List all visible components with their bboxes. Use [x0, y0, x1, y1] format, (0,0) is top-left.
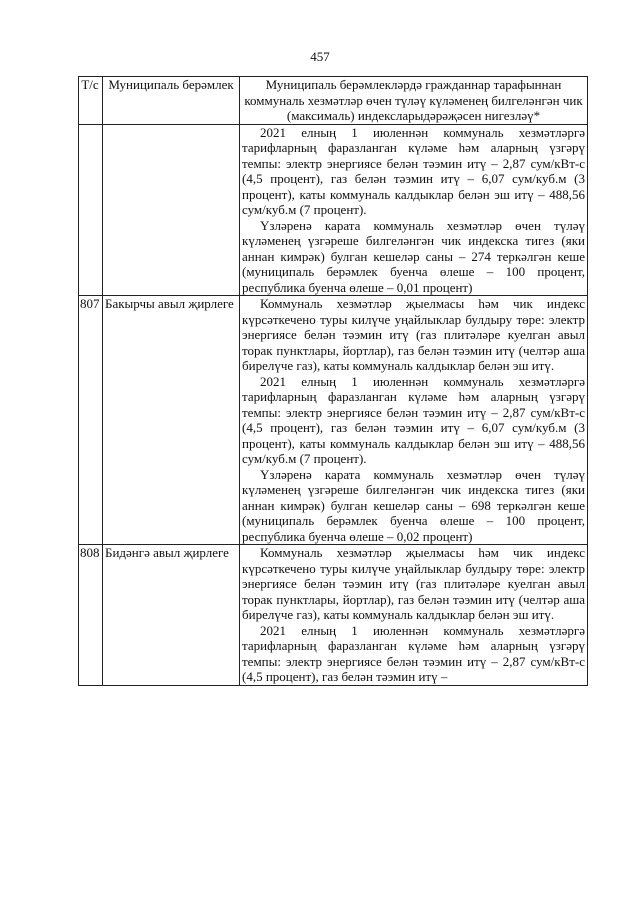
row-description: [240, 545, 588, 686]
row-number: [79, 124, 103, 296]
description-paragraph: Коммуналь хезмәтләр җыелмасы һәм чик индекс күрсәткечено туры килүче уңайлыклар булдыру төре: электр энергиясе белән тәэмин итү (газ плитәләре куелган авыл торак пунктлары, йортлар), газ белән тәэмин итү (челтәр аша бирелүче газ), каты коммуналь калдыклар белән эш итү.: [242, 545, 585, 622]
row-description: [240, 296, 588, 545]
table-row: [79, 124, 588, 296]
table-header-row: [79, 77, 588, 125]
page-number: 457: [310, 49, 330, 64]
description-paragraph: 2021 елның 1 июленнән коммуналь хезмәтләргә тарифларның фаразланган күләме һәм аларның үзгәрү темпы: электр энергиясе белән тәэмин итү – 2,87 сум/кВт-с (4,5 процент), газ белән тәэмин итү –: [242, 622, 585, 684]
description-paragraph: 2021 елның 1 июленнән коммуналь хезмәтләргә тарифларның фаразланган күләме һәм аларның үзгәрү темпы: электр энергиясе белән тәэмин итү – 2,87 сум/кВт-с (4,5 процент), газ белән тәэмин итү – 6,07 сум/куб.м (3 процент), каты коммуналь калдыклар белән эш итү – 488,56 сум/куб.м (7 процент).: [242, 124, 585, 217]
description-paragraph: Үзләренә карата коммуналь хезмәтләр өчен түләү күләменең үзгәреше билгеләнгән чик индекска тигез (яки аннан кимрәк) булган кешеләр саны – 698 теркәлгән кеше (муниципаль берәмлек буенча өлеше – 100 процент, республика буенча өлеше – 0,02 процент): [242, 466, 585, 544]
row-number: 808: [79, 545, 103, 686]
table-row: [79, 545, 588, 686]
row-number: 807: [79, 296, 103, 545]
row-municipality: [103, 124, 240, 296]
description-paragraph: 2021 елның 1 июленнән коммуналь хезмәтләргә тарифларның фаразланган күләме һәм аларның үзгәрү темпы: электр энергиясе белән тәэмин итү – 2,87 сум/кВт-с (4,5 процент), газ белән тәэмин итү – 6,07 сум/куб.м (3 процент), каты коммуналь калдыклар белән эш итү – 488,56 сум/куб.м (7 процент).: [242, 373, 585, 466]
row-municipality: Бакырчы авыл җирлеге: [103, 296, 240, 545]
row-description: [240, 124, 588, 296]
description-paragraph: Коммуналь хезмәтләр җыелмасы һәм чик индекс күрсәткечено туры килүче уңайлыклар булдыру төре: электр энергиясе белән тәэмин итү (газ плитәләре куелган авыл торак пунктлары, йортлар), газ белән тәэмин итү (челтәр аша бирелүче газ), каты коммуналь калдыклар белән эш итү.: [242, 296, 585, 373]
description-paragraph: Үзләренә карата коммуналь хезмәтләр өчен түләү күләменең үзгәреше билгеләнгән чик индекска тигез (яки аннан кимрәк) булган кешеләр саны – 274 теркәлгән кеше (муниципаль берәмлек буенча өлеше – 100 процент, республика буенча өлеше – 0,01 процент): [242, 217, 585, 295]
header-municipality: Муниципаль берәмлек: [103, 77, 240, 125]
table-row: [79, 296, 588, 545]
municipal-tariff-table: [78, 76, 588, 686]
row-municipality: Бидәнгә авыл җирлеге: [103, 545, 240, 686]
header-description: Муниципаль берәмлекләрдә гражданнар тарафыннан коммуналь хезмәтләр өчен түләү күләменең билгеләнгән чик (максималь) индексларыдәрәҗәсен нигезләү*: [240, 77, 588, 125]
header-number: Т/с: [79, 77, 103, 125]
